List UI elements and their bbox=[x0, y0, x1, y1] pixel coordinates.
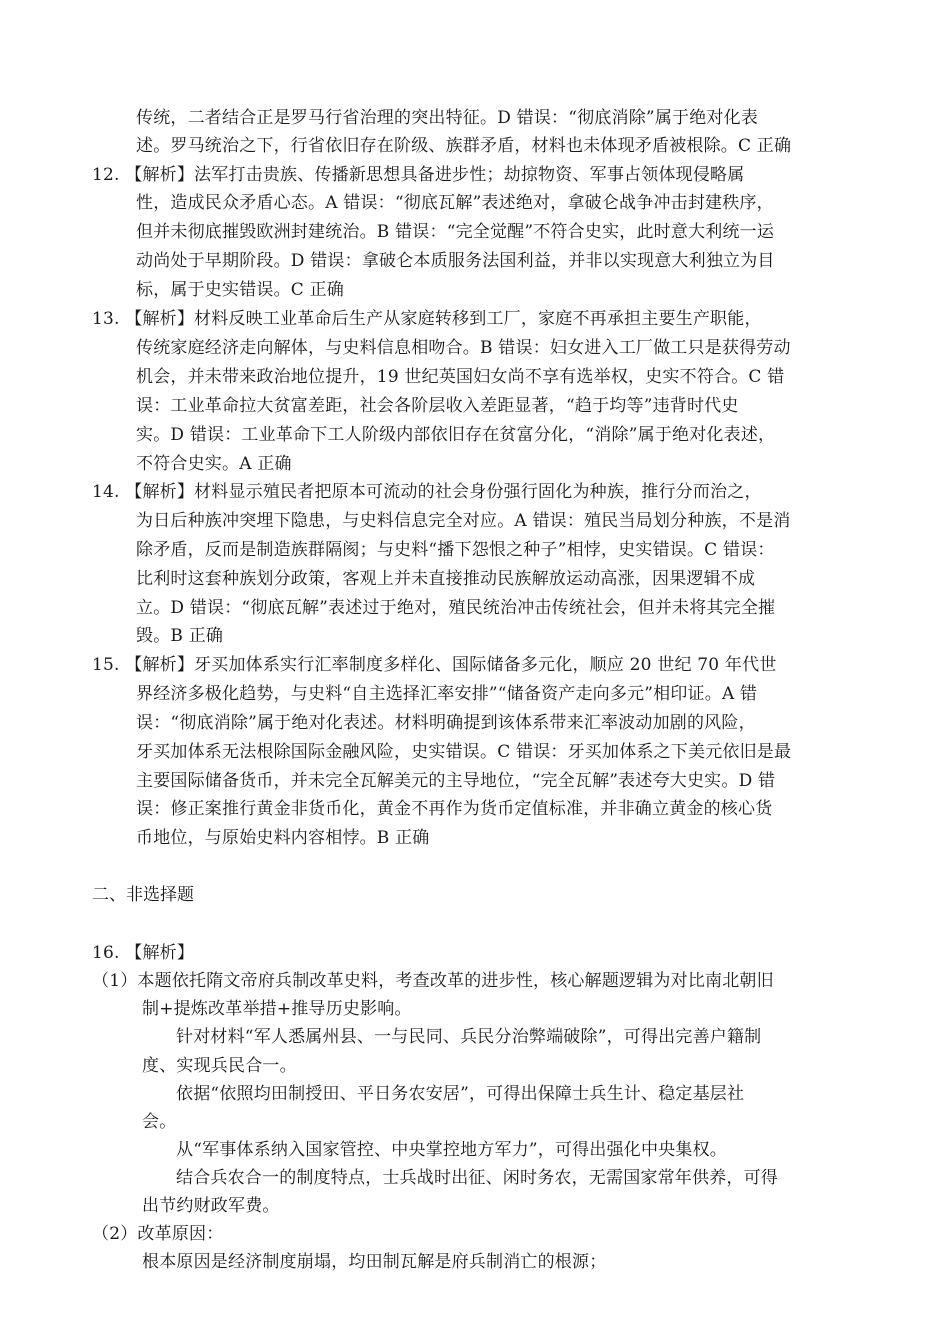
answer-14-line: 14. 【解析】材料显示殖民者把原本可流动的社会身份强行固化为种族，推行分而治之， bbox=[92, 482, 762, 502]
text-line: 机会，并未带来政治地位提升，19 世纪英国妇女尚不享有选举权，史实不符合。C 错 bbox=[136, 367, 785, 387]
text-line: 根本原因是经济制度崩塌，均田制瓦解是府兵制消亡的根源； bbox=[142, 1252, 607, 1272]
text-line: 不符合史实。A 正确 bbox=[136, 454, 292, 474]
text-line: 比利时这套种族划分政策，客观上并未直接推动民族解放运动高涨，因果逻辑不成 bbox=[136, 569, 756, 589]
text-line: 性，造成民众矛盾心态。A 错误：“彻底瓦解”表述绝对，拿破仑战争冲击封建秩序， bbox=[136, 193, 774, 213]
sub-question-2-line: （2）改革原因： bbox=[92, 1224, 224, 1244]
text-line: 实。D 错误：工业革命下工人阶级内部依旧存在贫富分化，“消除”属于绝对化表述， bbox=[136, 425, 776, 445]
text-line: 主要国际储备货币，并未完全瓦解美元的主导地位，“完全瓦解”表述夸大史实。D 错 bbox=[136, 771, 776, 791]
answer-16-line: 16. 【解析】 bbox=[92, 943, 195, 963]
text-line: 度、实现兵民合一。 bbox=[142, 1056, 297, 1076]
answer-12-line: 12. 【解析】法军打击贵族、传播新思想具备进步性；劫掠物资、军事占领体现侵略属 bbox=[92, 165, 745, 185]
answer-13-line: 13. 【解析】材料反映工业革命后生产从家庭转移到工厂，家庭不再承担主要生产职能， bbox=[92, 309, 762, 329]
text-line: 述。罗马统治之下，行省依旧存在阶级、族群矛盾，材料也未体现矛盾被根除。C 正确 bbox=[136, 136, 792, 156]
text-line: 误：修正案推行黄金非货币化，黄金不再作为货币定值标准，并非确立黄金的核心货 bbox=[136, 799, 773, 819]
text-line: 牙买加体系无法根除国际金融风险，史实错误。C 错误：牙买加体系之下美元依旧是最 bbox=[136, 742, 792, 762]
text-line: 误：工业革命拉大贫富差距，社会各阶层收入差距显著，“趋于均等”违背时代史 bbox=[136, 396, 739, 416]
text-line: 界经济多极化趋势，与史料“自主选择汇率安排”“储备资产走向多元”相印证。A 错 bbox=[136, 684, 758, 704]
text-line: 会。 bbox=[142, 1112, 177, 1132]
text-line: 动尚处于早期阶段。D 错误：拿破仑本质服务法国利益，并非以实现意大利独立为目 bbox=[136, 251, 775, 271]
section-heading: 二、非选择题 bbox=[92, 885, 194, 905]
text-line: 出节约财政军费。 bbox=[142, 1196, 280, 1216]
text-line: 误：“彻底消除”属于绝对化表述。材料明确提到该体系带来汇率波动加剧的风险， bbox=[136, 713, 756, 733]
text-line: 币地位，与原始史料内容相悖。B 正确 bbox=[136, 828, 430, 848]
text-line: 除矛盾，反而是制造族群隔阂；与史料“播下怨恨之种子”相悖，史实错误。C 错误： bbox=[136, 540, 775, 560]
text-line: 毁。B 正确 bbox=[136, 626, 224, 646]
text-line: 传统家庭经济走向解体，与史料信息相吻合。B 错误：妇女进入工厂做工只是获得劳动 bbox=[136, 338, 791, 358]
text-line: 结合兵农合一的制度特点，士兵战时出征、闲时务农，无需国家常年供养，可得 bbox=[176, 1168, 778, 1188]
sub-question-1-line: （1）本题依托隋文帝府兵制改革史料，考查改革的进步性，核心解题逻辑为对比南北朝旧 bbox=[92, 971, 774, 991]
text-line: 从“军事体系纳入国家管控、中央掌控地方军力”，可得出强化中央集权。 bbox=[176, 1140, 727, 1160]
answer-15-line: 15. 【解析】牙买加体系实行汇率制度多样化、国际储备多元化，顺应 20 世纪 70 年代世 bbox=[92, 655, 777, 675]
text-line: 为日后种族冲突埋下隐患，与史料信息完全对应。A 错误：殖民当局划分种族，不是消 bbox=[136, 511, 791, 531]
text-line: 传统，二者结合正是罗马行省治理的突出特征。D 错误：“彻底消除”属于绝对化表 bbox=[136, 108, 759, 128]
text-line: 标，属于史实错误。C 正确 bbox=[136, 280, 345, 300]
text-line: 针对材料“军人悉属州县、一与民同、兵民分治弊端破除”，可得出完善户籍制 bbox=[176, 1027, 762, 1047]
text-line: 制+提炼改革举措+推导历史影响。 bbox=[142, 999, 412, 1019]
text-line: 但并未彻底摧毁欧洲封建统治。B 错误：“完全觉醒”不符合史实，此时意大利统一运 bbox=[136, 222, 775, 242]
text-line: 依据“依照均田制授田、平日务农安居”，可得出保障士兵生计、稳定基层社 bbox=[176, 1084, 745, 1104]
text-line: 立。D 错误：“彻底瓦解”表述过于绝对，殖民统治冲击传统社会，但并未将其完全摧 bbox=[136, 598, 776, 618]
